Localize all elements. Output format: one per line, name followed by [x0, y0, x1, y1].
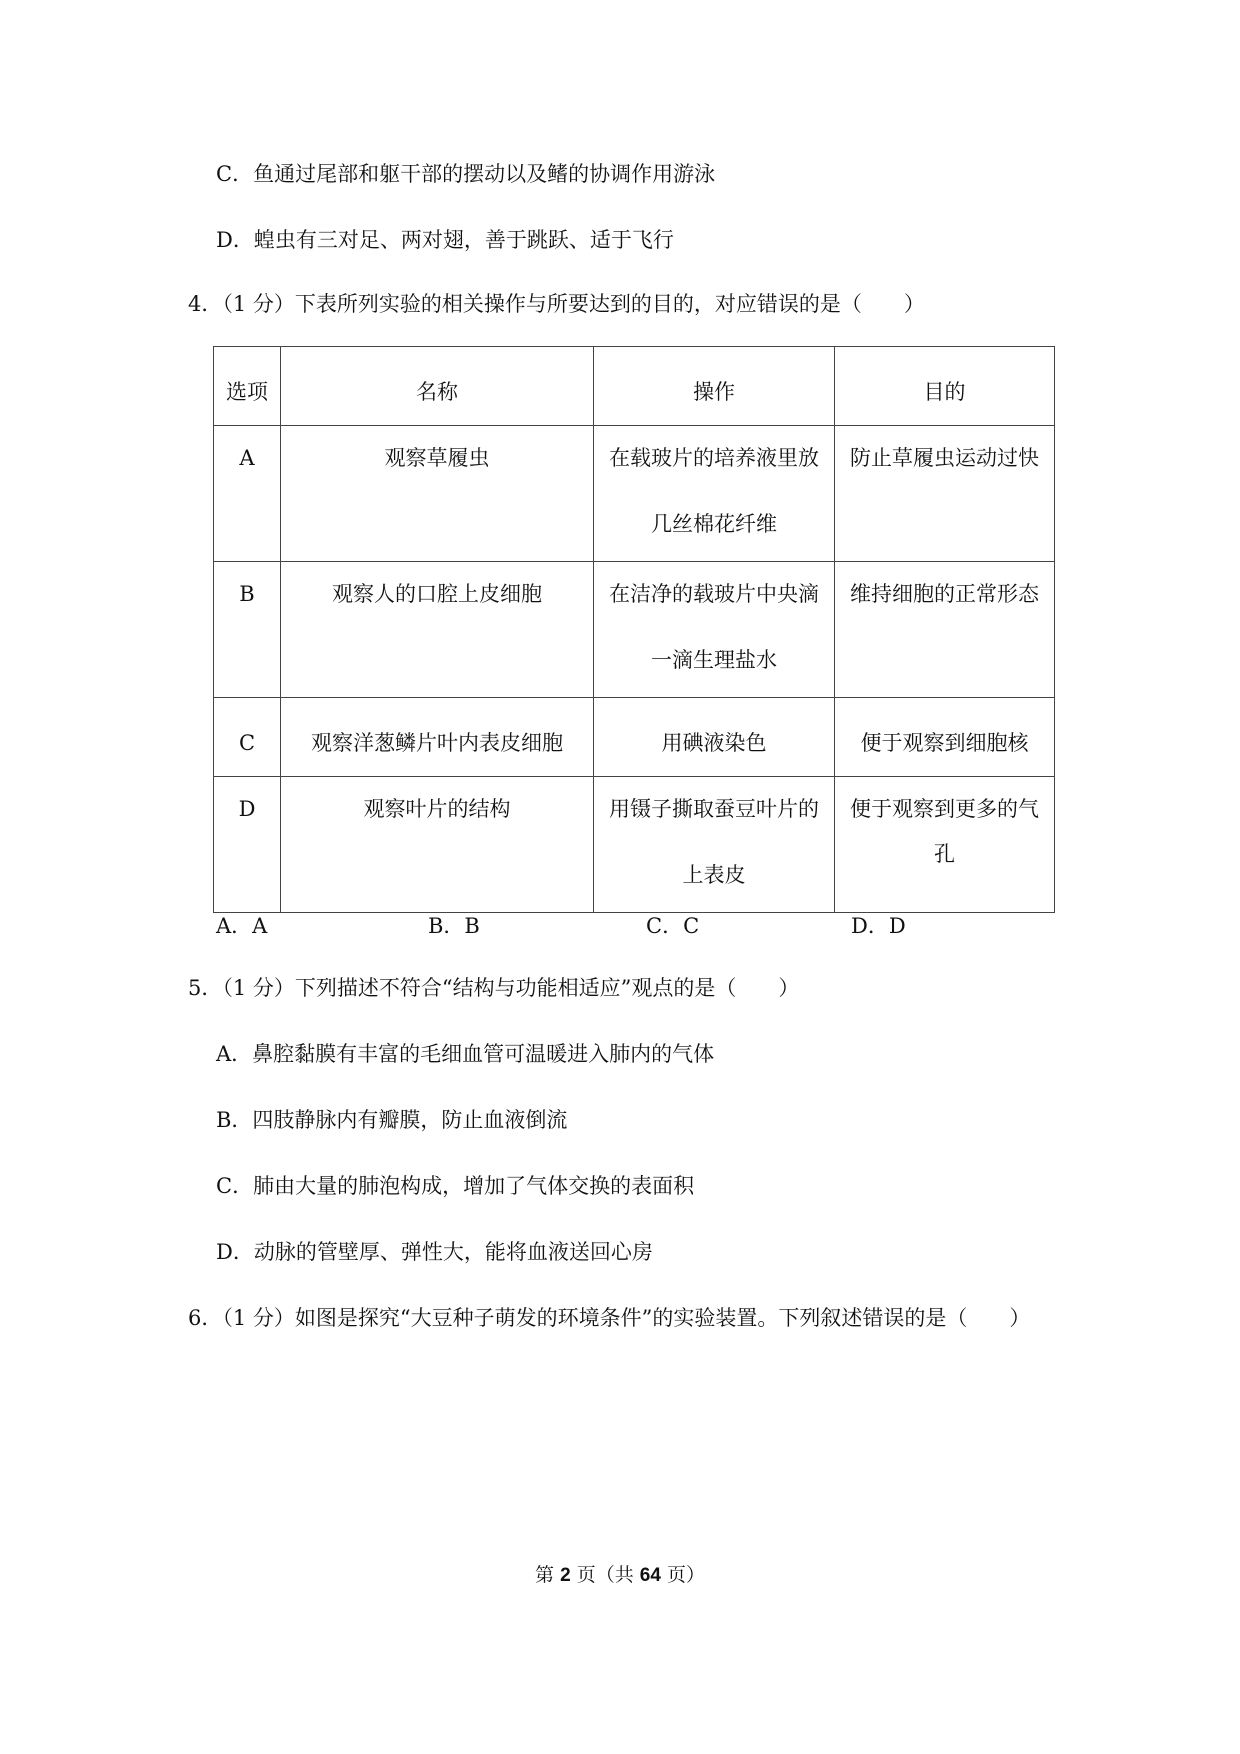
- answer-b: B．B: [428, 914, 480, 938]
- question-4-stem: 4．（1 分）下表所列实验的相关操作与所要达到的目的，对应错误的是（ ）: [188, 292, 925, 316]
- answer-d: D．D: [851, 914, 906, 938]
- option-cell: B: [214, 562, 281, 698]
- question-5-option-a: A．鼻腔黏膜有丰富的毛细血管可温暖进入肺内的气体: [216, 1042, 715, 1066]
- answer-c: C．C: [646, 914, 700, 938]
- goal-cell: 防止草履虫运动过快: [835, 426, 1055, 562]
- question-5-option-d: D．动脉的管壁厚、弹性大，能将血液送回心房: [216, 1240, 653, 1264]
- goal-cell: 便于观察到细胞核: [835, 698, 1055, 777]
- footer-suffix: 页）: [660, 1564, 705, 1586]
- operation-line-2: 上表皮: [682, 863, 746, 887]
- question-5-option-c: C．肺由大量的肺泡构成，增加了气体交换的表面积: [216, 1174, 695, 1198]
- operation-cell: [594, 562, 835, 698]
- question-5-stem: 5．（1 分）下列描述不符合“结构与功能相适应”观点的是（ ）: [188, 976, 800, 1000]
- operation-cell: [594, 777, 835, 913]
- operation-line-1: 在载玻片的培养液里放: [609, 446, 819, 470]
- option-cell: A: [214, 426, 281, 562]
- name-cell: 观察叶片的结构: [281, 777, 594, 913]
- operation-line-2: 一滴生理盐水: [651, 648, 777, 672]
- goal-line-2: 孔: [934, 842, 955, 866]
- answer-a: A．A: [216, 914, 268, 938]
- page-footer: [0, 1562, 1240, 1589]
- goal-line-1: 便于观察到更多的气: [850, 797, 1039, 821]
- goal-cell: 维持细胞的正常形态: [835, 562, 1055, 698]
- footer-total-pages: 64: [639, 1565, 661, 1586]
- operation-line-2: 几丝棉花纤维: [651, 512, 777, 536]
- experiment-table: [213, 346, 1055, 913]
- footer-middle: 页（共: [570, 1564, 640, 1586]
- header-cell: 操作: [594, 347, 835, 426]
- operation-cell: [594, 426, 835, 562]
- table-row: [214, 777, 1055, 913]
- operation-line-1: 用镊子撕取蚕豆叶片的: [609, 797, 819, 821]
- footer-prefix: 第: [535, 1564, 561, 1586]
- operation-line-1: 在洁净的载玻片中央滴: [609, 582, 819, 606]
- table-row: [214, 698, 1055, 777]
- table-row: [214, 426, 1055, 562]
- table-header-row: [214, 347, 1055, 426]
- option-cell: C: [214, 698, 281, 777]
- name-cell: 观察洋葱鳞片叶内表皮细胞: [281, 698, 594, 777]
- header-cell: 名称: [281, 347, 594, 426]
- footer-page-number: 2: [560, 1565, 571, 1586]
- prev-option-c: C．鱼通过尾部和躯干部的摆动以及鳍的协调作用游泳: [216, 162, 716, 186]
- name-cell: 观察人的口腔上皮细胞: [281, 562, 594, 698]
- operation-cell: 用碘液染色: [594, 698, 835, 777]
- name-cell: 观察草履虫: [281, 426, 594, 562]
- goal-cell: [835, 777, 1055, 913]
- question-6-stem: 6．（1 分）如图是探究“大豆种子萌发的环境条件”的实验装置。下列叙述错误的是（ ）: [188, 1306, 1031, 1330]
- question-5-option-b: B．四肢静脉内有瓣膜，防止血液倒流: [216, 1108, 568, 1132]
- header-cell: 选项: [214, 347, 281, 426]
- prev-option-d: D．蝗虫有三对足、两对翅，善于跳跃、适于飞行: [216, 228, 674, 252]
- header-cell: 目的: [835, 347, 1055, 426]
- table-row: [214, 562, 1055, 698]
- option-cell: D: [214, 777, 281, 913]
